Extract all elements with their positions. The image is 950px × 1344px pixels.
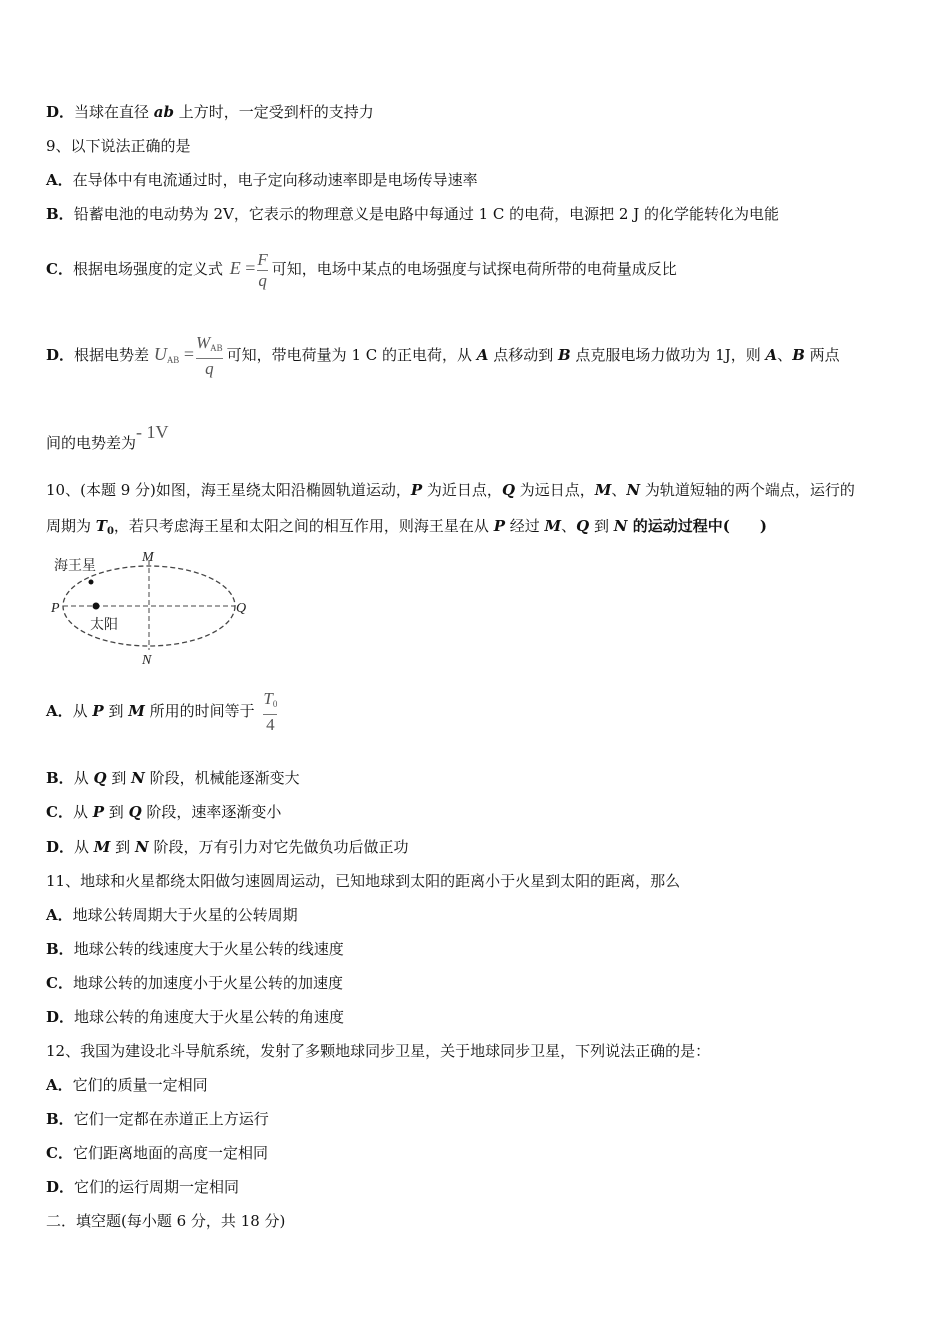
q9-option-a: A．在导体中有电流通过时，电子定向移动速率即是电场传导速率 (46, 171, 478, 189)
q9-option-d-cont: 间的电势差为- 1V (46, 422, 169, 452)
section-fill-in-title: 二．填空题(每小题 6 分，共 18 分) (46, 1212, 286, 1230)
q11-option-a: A．地球公转周期大于火星的公转周期 (46, 906, 298, 924)
q10-option-d: D．从 M 到 N 阶段，万有引力对它先做负功后做正功 (46, 838, 409, 856)
point-m-label: M (142, 550, 154, 565)
q10-stem-line2: 周期为 $T_0$，若只考虑海王星和太阳之间的相互作用，则海王星在从 P 经过 M、Q 到 N 的运动过程中( ) (46, 517, 767, 537)
q10-option-b: B．从 Q 到 N 阶段，机械能逐渐变大 (46, 769, 300, 787)
q11-stem: 11、地球和火星都绕太阳做匀速圆周运动，已知地球到太阳的距离小于火星到太阳的距离，那么 (46, 872, 681, 890)
q9-option-b: B．铅蓄电池的电动势为 2V，它表示的物理意义是电路中每通过 1 C 的电荷，电源把 2 J 的化学能转化为电能 (46, 205, 780, 223)
q12-option-d: D．它们的运行周期一定相同 (46, 1178, 240, 1196)
formula-potential: $U_{AB}$ = (153, 344, 194, 365)
sun-label: 太阳 (90, 617, 118, 633)
q12-option-a: A．它们的质量一定相同 (46, 1076, 208, 1094)
q11-option-b: B．地球公转的线速度大于火星公转的线速度 (46, 940, 344, 958)
q8-option-d: D．当球在直径 ab 上方时，一定受到杆的支持力 (46, 103, 374, 121)
q12-option-c: C．它们距离地面的高度一定相同 (46, 1144, 268, 1162)
neptune-label: 海王星 (54, 558, 96, 574)
q10-option-a: A．从 P 到 M 所用的时间等于 $\frac{T_0}{4}$ (46, 689, 278, 734)
point-q-label: Q (236, 601, 247, 616)
q11-option-c: C．地球公转的加速度小于火星公转的加速度 (46, 974, 343, 992)
q9-option-c: C．根据电场强度的定义式 E = $\frac{F}{q}$ 可知，电场中某点的电场强度与试探电荷所带的电荷量成反比 (46, 249, 677, 290)
q9-option-d: D．根据电势差 $U_{AB}$ = $\frac{W_{AB}}{q}$ 可知，带电荷量为 1 C 的正电荷，从 A 点移动到 B 点克服电场力做功为 1J，则 A、B 两点 (46, 333, 840, 378)
q9-stem: 9、以下说法正确的是 (46, 137, 191, 155)
q10-option-c: C．从 P 到 Q 阶段，速率逐渐变小 (46, 803, 282, 821)
q12-stem: 12、我国为建设北斗导航系统，发射了多颗地球同步卫星，关于地球同步卫星，下列说法正确的是： (46, 1042, 711, 1060)
point-n-label: N (142, 653, 152, 668)
neptune-dot (89, 580, 94, 585)
orbit-diagram (46, 546, 266, 670)
q10-stem-line1: 10、(本题 9 分)如图，海王星绕太阳沿椭圆轨道运动，P 为近日点，Q 为远日点，M、N 为轨道短轴的两个端点，运行的 (46, 481, 855, 499)
formula-efield: E = (229, 258, 256, 278)
q12-option-b: B．它们一定都在赤道正上方运行 (46, 1110, 269, 1128)
q11-option-d: D．地球公转的角速度大于火星公转的角速度 (46, 1008, 345, 1026)
point-p-label: P (51, 601, 60, 616)
sun-dot (93, 603, 100, 610)
